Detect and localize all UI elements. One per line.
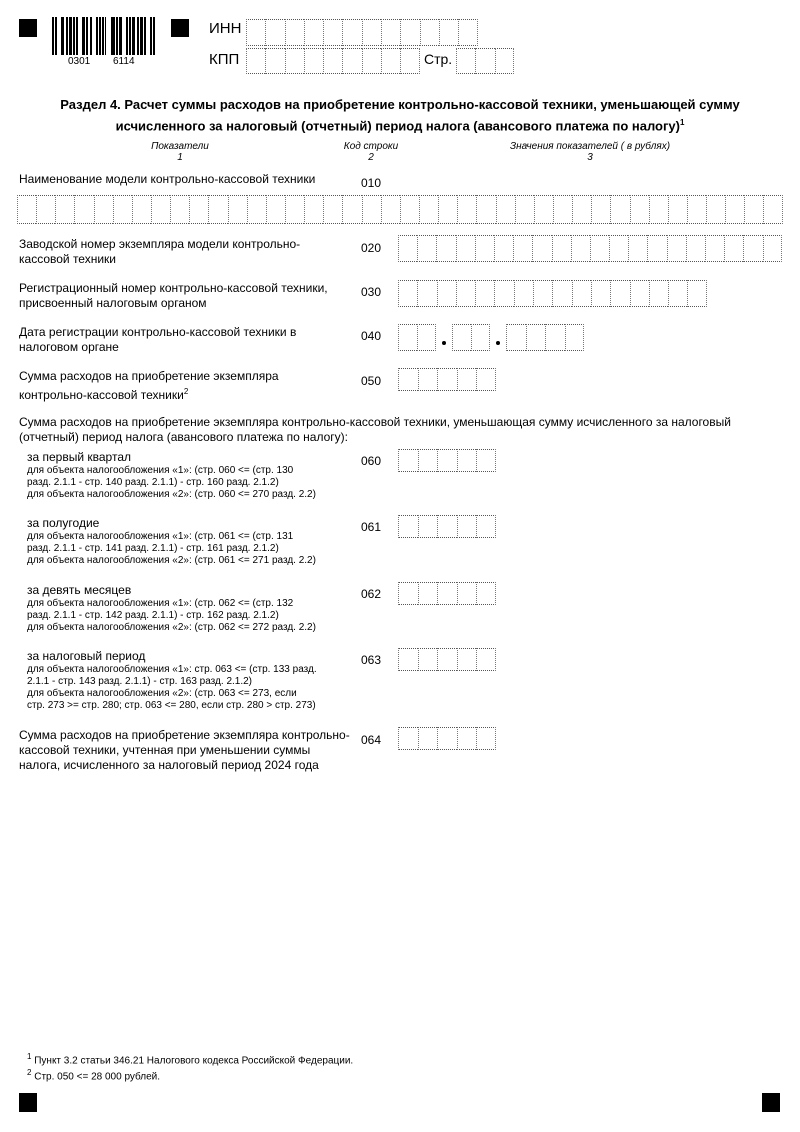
char-cell[interactable] xyxy=(514,280,533,307)
barcode-digits-left: 0301 xyxy=(68,56,91,67)
char-cell[interactable] xyxy=(362,19,381,46)
char-cell[interactable] xyxy=(476,515,496,538)
char-cell[interactable] xyxy=(398,449,418,472)
char-cell[interactable] xyxy=(437,280,456,307)
char-cell[interactable] xyxy=(457,195,476,224)
barcode-bar xyxy=(102,17,104,55)
row-050-footnote-ref: 2 xyxy=(183,387,189,396)
alignment-marker-bottom-right xyxy=(762,1093,780,1112)
char-cell[interactable] xyxy=(342,195,361,224)
char-cell[interactable] xyxy=(381,195,400,224)
char-cell[interactable] xyxy=(381,48,400,74)
char-cell[interactable] xyxy=(565,324,585,351)
date-separator-dot xyxy=(442,341,446,345)
char-cell[interactable] xyxy=(572,280,591,307)
barcode-bar xyxy=(69,17,73,55)
char-cell[interactable] xyxy=(304,195,323,224)
char-cell[interactable] xyxy=(418,582,438,605)
char-cell[interactable] xyxy=(630,195,649,224)
char-cell[interactable] xyxy=(323,19,342,46)
char-cell[interactable] xyxy=(506,324,526,351)
barcode-bar xyxy=(140,17,144,55)
char-cell[interactable] xyxy=(706,195,725,224)
char-cell[interactable] xyxy=(532,235,551,262)
barcode-bar xyxy=(58,17,60,55)
char-cell[interactable] xyxy=(419,195,438,224)
char-cell[interactable] xyxy=(496,195,515,224)
column-header-values: Значения показателей ( в рублях) 3 xyxy=(509,141,671,163)
char-cell[interactable] xyxy=(457,648,477,671)
row-060-label: за первый квартал для объекта налогообложения «1»: (стр. 060 <= (стр. 130 разд. 2.1.1 - стр. 140 разд. 2.1.1) - стр. 160 разд. 2.1.2) для объекта налогообложения «2»: (стр. 060 <= 270 разд. 2.2) xyxy=(27,450,316,500)
char-cell[interactable] xyxy=(304,19,323,46)
char-cell[interactable] xyxy=(476,582,496,605)
row-020-code: 020 xyxy=(361,241,382,255)
barcode-bar xyxy=(66,17,68,55)
char-cell[interactable] xyxy=(667,235,686,262)
char-cell[interactable] xyxy=(265,19,284,46)
char-cell[interactable] xyxy=(170,195,189,224)
char-cell[interactable] xyxy=(476,449,496,472)
barcode-bar xyxy=(82,17,85,55)
barcode-bar xyxy=(111,17,115,55)
barcode-bar xyxy=(150,17,152,55)
char-cell[interactable] xyxy=(36,195,55,224)
row-040-code: 040 xyxy=(361,329,382,343)
barcode-bar xyxy=(116,17,118,55)
char-cell[interactable] xyxy=(571,235,590,262)
char-cell[interactable] xyxy=(705,235,724,262)
row-030-code: 030 xyxy=(361,285,382,299)
barcode-bar xyxy=(126,17,128,55)
char-cell[interactable] xyxy=(437,648,457,671)
char-cell[interactable] xyxy=(668,195,687,224)
char-cell[interactable] xyxy=(265,48,284,74)
char-cell[interactable] xyxy=(457,727,477,750)
char-cell[interactable] xyxy=(591,195,610,224)
char-cell[interactable] xyxy=(475,235,494,262)
footnote-1: $^1$ Пункт 3.2 статьи 346.21 Налогового кодекса Российской Федерации. xyxy=(27,1052,354,1067)
char-cell[interactable] xyxy=(590,235,609,262)
char-cell[interactable] xyxy=(398,368,418,391)
char-cell[interactable] xyxy=(400,48,419,74)
char-cell[interactable] xyxy=(628,235,647,262)
char-cell[interactable] xyxy=(398,648,418,671)
barcode-bar xyxy=(99,17,101,55)
char-cell[interactable] xyxy=(724,235,743,262)
char-cell[interactable] xyxy=(476,648,496,671)
char-cell[interactable] xyxy=(515,195,534,224)
char-cell[interactable] xyxy=(189,195,208,224)
char-cell[interactable] xyxy=(304,48,323,74)
barcode-bar xyxy=(55,17,57,55)
row-062-input[interactable] xyxy=(398,582,496,605)
char-cell[interactable] xyxy=(398,235,417,262)
char-cell[interactable] xyxy=(591,280,610,307)
char-cell[interactable] xyxy=(457,449,477,472)
char-cell[interactable] xyxy=(228,195,247,224)
char-cell[interactable] xyxy=(476,195,495,224)
char-cell[interactable] xyxy=(475,280,494,307)
row-060-input[interactable] xyxy=(398,449,496,472)
date-year-cells[interactable] xyxy=(506,324,584,351)
barcode-bar xyxy=(123,17,125,55)
char-cell[interactable] xyxy=(471,324,490,351)
barcode-bar xyxy=(79,17,81,55)
char-cell[interactable] xyxy=(417,324,436,351)
row-064-input[interactable] xyxy=(398,727,496,750)
row-040-label: Дата регистрации контрольно-кассовой техники в налоговом органе xyxy=(19,325,297,354)
char-cell[interactable] xyxy=(398,515,418,538)
char-cell[interactable] xyxy=(647,235,666,262)
inn-field[interactable] xyxy=(246,19,478,46)
row-062-code: 062 xyxy=(361,587,382,601)
char-cell[interactable] xyxy=(417,235,436,262)
char-cell[interactable] xyxy=(649,195,668,224)
char-cell[interactable] xyxy=(362,195,381,224)
char-cell[interactable] xyxy=(323,48,342,74)
char-cell[interactable] xyxy=(743,235,762,262)
row-061-label: за полугодие для объекта налогообложения «1»: (стр. 061 <= (стр. 131 разд. 2.1.1 - стр. 141 разд. 2.1.1) - стр. 161 разд. 2.1.2) для объекта налогообложения «2»: (стр. 061 <= 271 разд. 2.2) xyxy=(27,516,316,566)
char-cell[interactable] xyxy=(266,195,285,224)
date-separator-dot xyxy=(496,341,500,345)
date-day-cells[interactable] xyxy=(398,324,436,351)
char-cell[interactable] xyxy=(398,727,418,750)
char-cell[interactable] xyxy=(381,19,400,46)
char-cell[interactable] xyxy=(763,235,782,262)
char-cell[interactable] xyxy=(285,48,304,74)
row-020-input[interactable] xyxy=(398,235,782,262)
char-cell[interactable] xyxy=(285,195,304,224)
column-header-indicators: Показатели 1 xyxy=(151,141,209,163)
char-cell[interactable] xyxy=(437,449,457,472)
char-cell[interactable] xyxy=(534,195,553,224)
barcode-bar xyxy=(52,17,54,55)
char-cell[interactable] xyxy=(552,280,571,307)
barcode-bar xyxy=(90,17,92,55)
char-cell[interactable] xyxy=(208,195,227,224)
char-cell[interactable] xyxy=(418,449,438,472)
barcode-bar xyxy=(129,17,131,55)
barcode-bar xyxy=(76,17,78,55)
char-cell[interactable] xyxy=(513,235,532,262)
alignment-marker-top-left xyxy=(19,19,37,37)
char-cell[interactable] xyxy=(418,368,438,391)
char-cell[interactable] xyxy=(437,515,457,538)
char-cell[interactable] xyxy=(495,48,514,74)
char-cell[interactable] xyxy=(476,727,496,750)
char-cell[interactable] xyxy=(74,195,93,224)
kpp-label: КПП xyxy=(209,51,240,68)
char-cell[interactable] xyxy=(246,48,265,74)
row-061-code: 061 xyxy=(361,520,382,534)
row-050-input[interactable] xyxy=(398,368,496,391)
char-cell[interactable] xyxy=(649,280,668,307)
row-010-code: 010 xyxy=(361,176,382,190)
row-060-code: 060 xyxy=(361,454,382,468)
char-cell[interactable] xyxy=(17,195,36,224)
char-cell[interactable] xyxy=(436,235,455,262)
char-cell[interactable] xyxy=(342,19,361,46)
char-cell[interactable] xyxy=(457,368,477,391)
char-cell[interactable] xyxy=(400,195,419,224)
char-cell[interactable] xyxy=(418,648,438,671)
barcode-bar xyxy=(105,17,107,55)
char-cell[interactable] xyxy=(246,19,265,46)
char-cell[interactable] xyxy=(151,195,170,224)
date-month-cells[interactable] xyxy=(452,324,490,351)
char-cell[interactable] xyxy=(94,195,113,224)
char-cell[interactable] xyxy=(456,280,475,307)
char-cell[interactable] xyxy=(132,195,151,224)
barcode-digits-right: 6114 xyxy=(113,56,135,67)
char-cell[interactable] xyxy=(398,280,417,307)
char-cell[interactable] xyxy=(494,235,513,262)
row-063-label: за налоговый период для объекта налогообложения «1»: стр. 063 <= (стр. 133 разд. 2.1.1 - стр. 143 разд. 2.1.1) - стр. 163 разд. 2.1.2) для объекта налогообложения «2»: (стр. 063 <= 273, если стр. 273 >= стр. 280; стр. 063 <= 280, если стр. 280 > стр. 273) xyxy=(27,649,317,711)
char-cell[interactable] xyxy=(420,19,439,46)
barcode-bar xyxy=(119,17,122,55)
column-header-line-code: Код строки 2 xyxy=(343,141,399,163)
alignment-marker-top-mid xyxy=(171,19,189,37)
char-cell[interactable] xyxy=(668,280,687,307)
char-cell[interactable] xyxy=(438,195,457,224)
char-cell[interactable] xyxy=(247,195,266,224)
footnote-2: $^2$ Стр. 050 <= 28 000 рублей. xyxy=(27,1068,161,1083)
barcode-bar xyxy=(96,17,98,55)
char-cell[interactable] xyxy=(476,368,496,391)
char-cell[interactable] xyxy=(452,324,471,351)
barcode-bar xyxy=(107,17,109,55)
row-050-code: 050 xyxy=(361,374,382,388)
barcode-bar xyxy=(153,17,155,55)
barcode-bar xyxy=(137,17,139,55)
char-cell[interactable] xyxy=(552,235,571,262)
barcode-bar xyxy=(73,17,75,55)
char-cell[interactable] xyxy=(285,19,304,46)
row-062-label: за девять месяцев для объекта налогообложения «1»: (стр. 062 <= (стр. 132 разд. 2.1.1 - стр. 142 разд. 2.1.1) - стр. 162 разд. 2.1.2) для объекта налогообложения «2»: (стр. 062 <= 272 разд. 2.2) xyxy=(27,583,316,633)
char-cell[interactable] xyxy=(417,280,436,307)
page-label: Стр. xyxy=(424,51,453,67)
char-cell[interactable] xyxy=(533,280,552,307)
char-cell[interactable] xyxy=(526,324,546,351)
row-064-label: Сумма расходов на приобретение экземпляра контрольно-кассовой техники, учтенная при уменьшении суммы налога, исчисленного за налоговый период 2024 года xyxy=(19,728,350,772)
char-cell[interactable] xyxy=(457,582,477,605)
char-cell[interactable] xyxy=(687,280,706,307)
char-cell[interactable] xyxy=(494,280,513,307)
row-030-label: Регистрационный номер контрольно-кассовой техники, присвоенный налоговым органом xyxy=(19,281,328,310)
char-cell[interactable] xyxy=(744,195,763,224)
char-cell[interactable] xyxy=(362,48,381,74)
char-cell[interactable] xyxy=(437,582,457,605)
char-cell[interactable] xyxy=(398,324,417,351)
barcode-bar xyxy=(147,17,149,55)
char-cell[interactable] xyxy=(545,324,565,351)
char-cell[interactable] xyxy=(456,235,475,262)
char-cell[interactable] xyxy=(572,195,591,224)
page-number-field[interactable] xyxy=(456,48,514,74)
title-footnote-ref: 1 xyxy=(679,118,685,127)
row-063-input[interactable] xyxy=(398,648,496,671)
barcode-bar xyxy=(86,17,88,55)
char-cell[interactable] xyxy=(437,368,457,391)
alignment-marker-bottom-left xyxy=(19,1093,37,1112)
char-cell[interactable] xyxy=(456,48,475,74)
char-cell[interactable] xyxy=(458,19,477,46)
group-060-064-label: Сумма расходов на приобретение экземпляра контрольно-кассовой техники, уменьшающая сумму исчисленного за налоговый (отчетный) период налога (авансового платежа по налогу): xyxy=(19,415,731,444)
char-cell[interactable] xyxy=(610,280,629,307)
section-title xyxy=(20,96,780,135)
char-cell[interactable] xyxy=(55,195,74,224)
section-title-line2: исчисленного за налоговый (отчетный) период налога (авансового платежа по налогу) xyxy=(115,118,680,134)
char-cell[interactable] xyxy=(553,195,572,224)
row-010-input[interactable] xyxy=(17,195,783,224)
barcode-bar xyxy=(93,17,95,55)
char-cell[interactable] xyxy=(437,727,457,750)
row-030-input[interactable] xyxy=(398,280,707,307)
char-cell[interactable] xyxy=(763,195,782,224)
char-cell[interactable] xyxy=(725,195,744,224)
char-cell[interactable] xyxy=(457,515,477,538)
char-cell[interactable] xyxy=(475,48,494,74)
row-040-date-input[interactable] xyxy=(398,324,584,351)
barcode-bar xyxy=(61,17,64,55)
char-cell[interactable] xyxy=(609,235,628,262)
char-cell[interactable] xyxy=(342,48,361,74)
row-050-label: Сумма расходов на приобретение экземпляра контрольно-кассовой техники$^2$ xyxy=(19,369,279,402)
barcode-bar xyxy=(144,17,146,55)
char-cell[interactable] xyxy=(113,195,132,224)
char-cell[interactable] xyxy=(323,195,342,224)
row-064-code: 064 xyxy=(361,733,382,747)
char-cell[interactable] xyxy=(418,727,438,750)
char-cell[interactable] xyxy=(686,235,705,262)
row-061-input[interactable] xyxy=(398,515,496,538)
row-063-code: 063 xyxy=(361,653,382,667)
char-cell[interactable] xyxy=(687,195,706,224)
char-cell[interactable] xyxy=(400,19,419,46)
row-020-label: Заводской номер экземпляра модели контрольно-кассовой техники xyxy=(19,237,301,266)
char-cell[interactable] xyxy=(398,582,418,605)
inn-label: ИНН xyxy=(209,20,242,37)
barcode xyxy=(52,17,156,55)
char-cell[interactable] xyxy=(610,195,629,224)
char-cell[interactable] xyxy=(630,280,649,307)
row-010-label: Наименование модели контрольно-кассовой техники xyxy=(19,172,316,186)
barcode-bar xyxy=(132,17,135,55)
char-cell[interactable] xyxy=(439,19,458,46)
kpp-field[interactable] xyxy=(246,48,420,74)
section-title-line1: Раздел 4. Расчет суммы расходов на приобретение контрольно-кассовой техники, уменьшающей сумму xyxy=(60,97,740,112)
char-cell[interactable] xyxy=(418,515,438,538)
